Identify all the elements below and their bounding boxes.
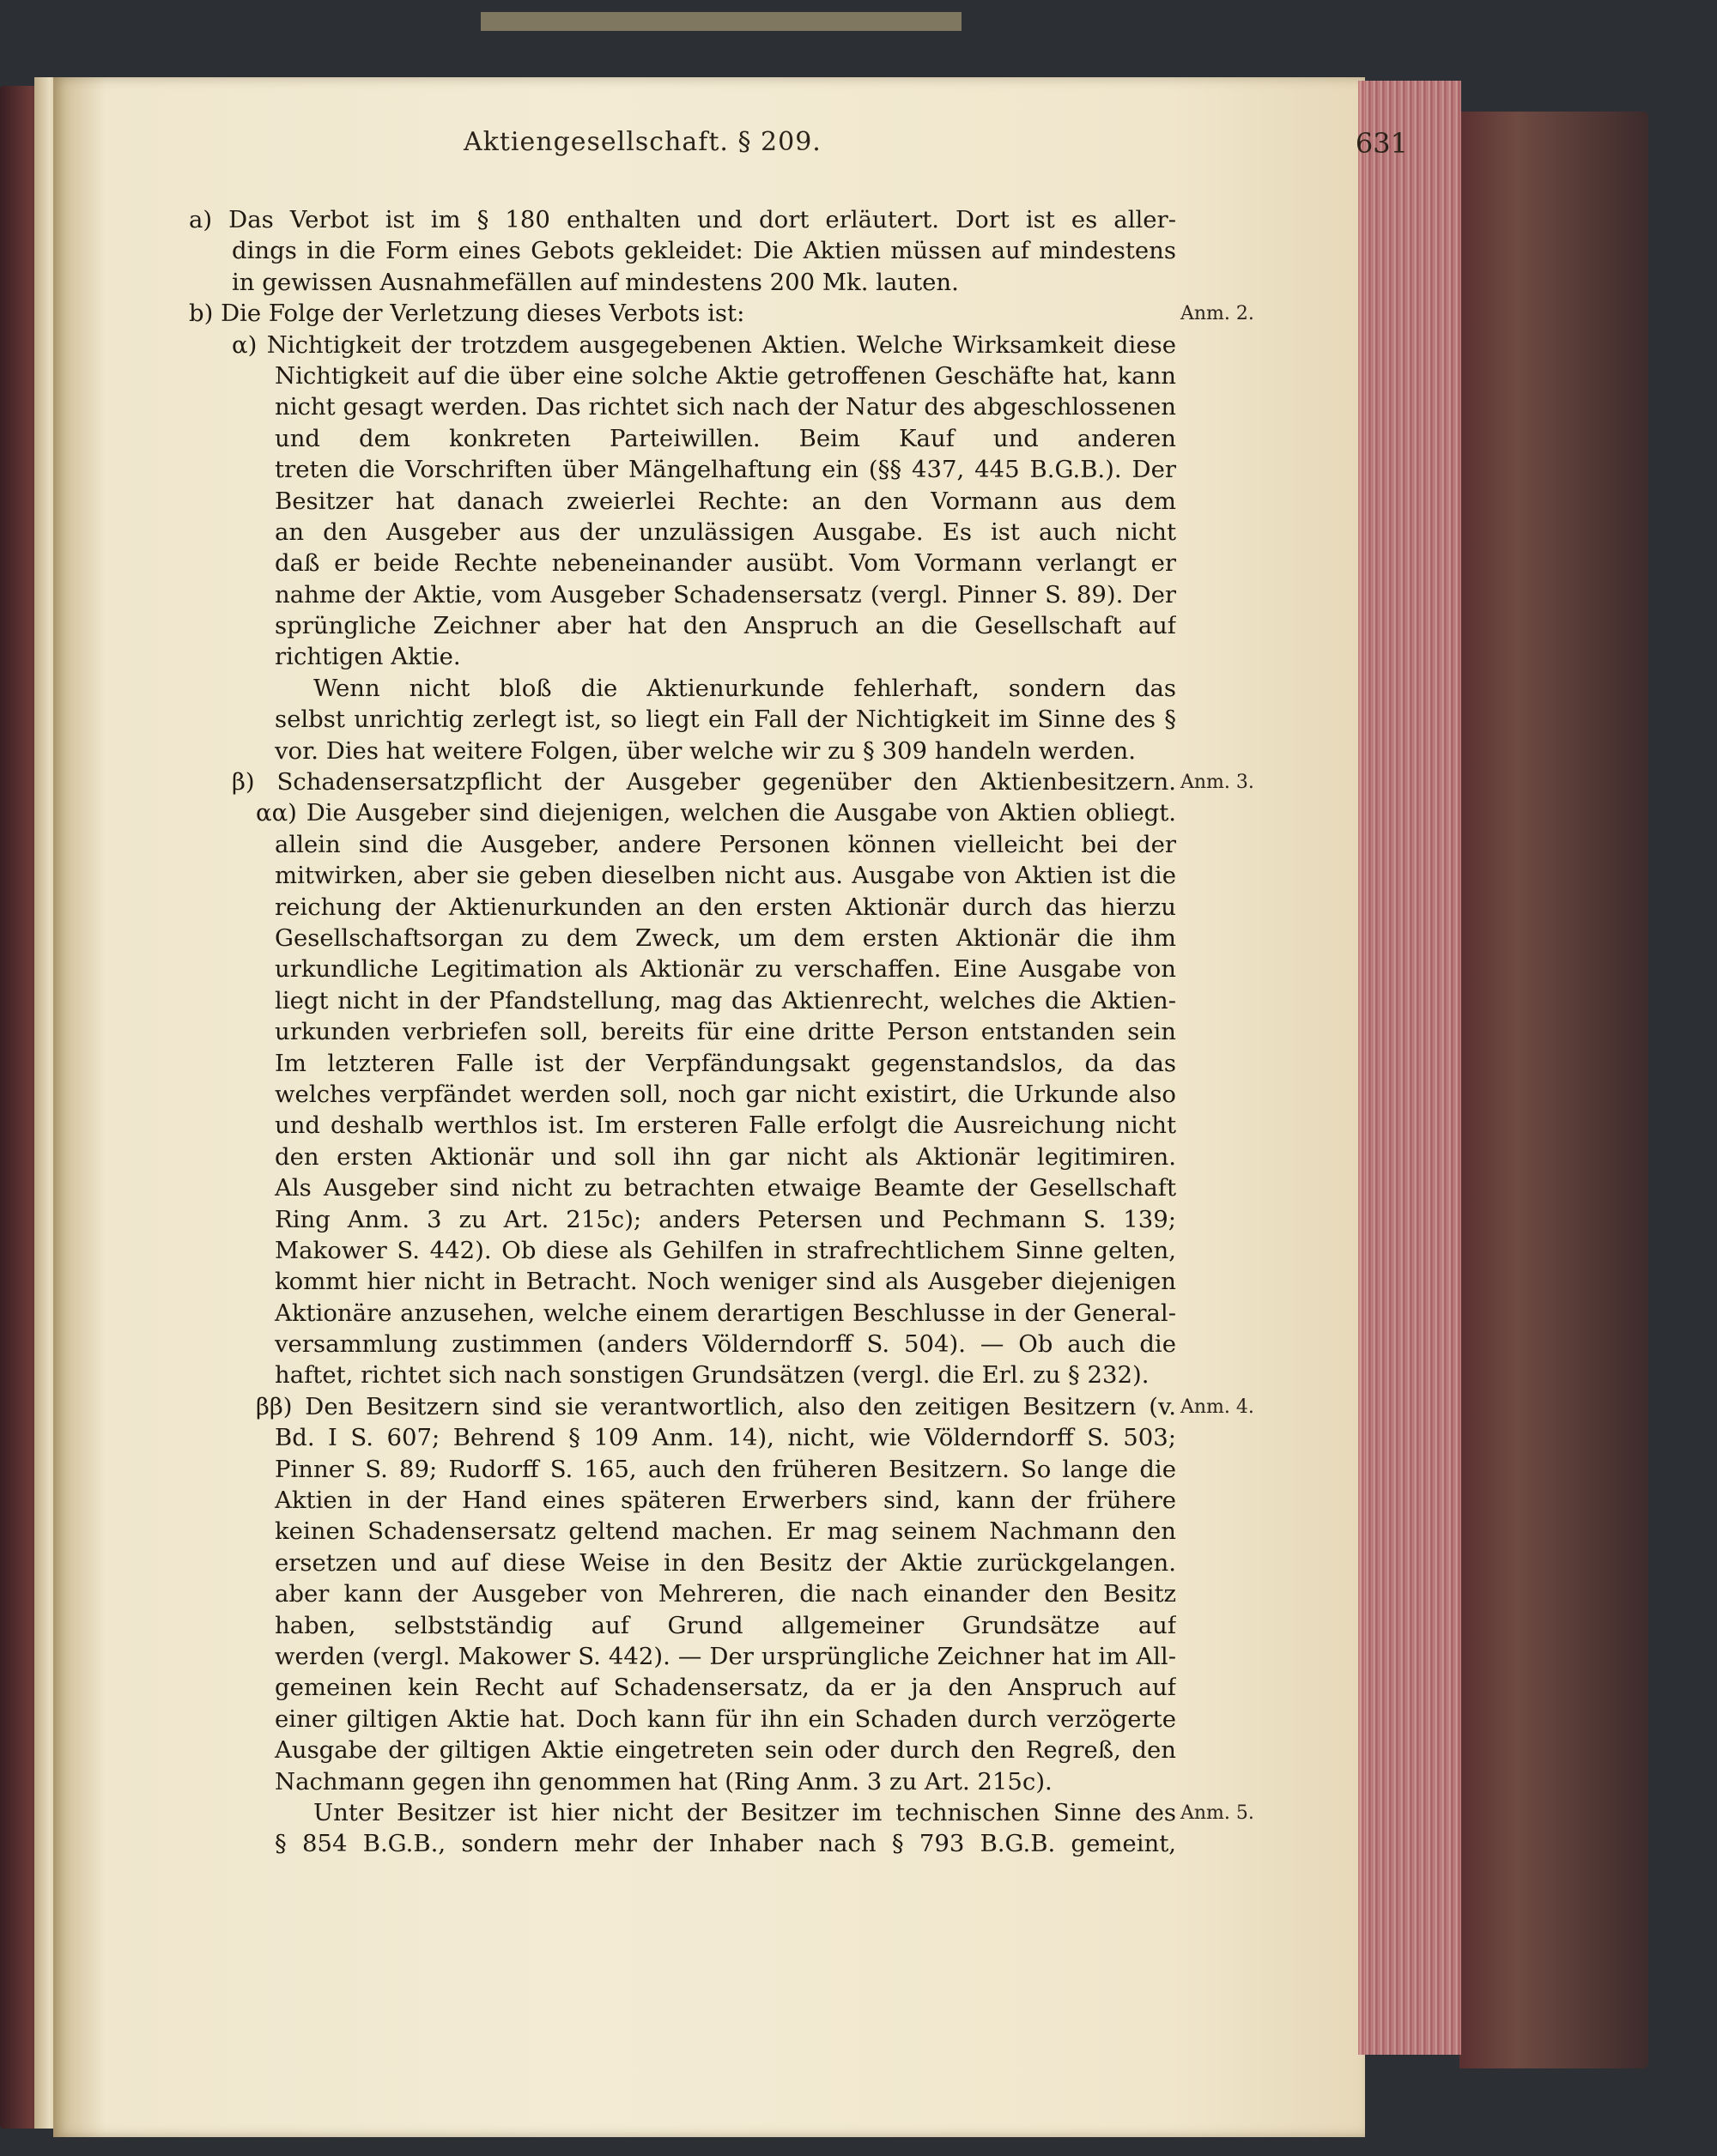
text-line: den ersten Aktionär und soll ihn gar nicht als Aktionär legitimiren. [275,1142,1176,1171]
page-number: 631 [1355,127,1408,160]
text-line: Aktionäre anzusehen, welche einem derartigen Beschlusse in der General- [275,1299,1176,1327]
text-line: Wenn nicht bloß die Aktienurkunde fehlerhaft, sondern das [313,674,1176,702]
margin-note: Anm. 5. [1180,1802,1254,1825]
text-line: versammlung zustimmen (anders Völderndorff S. 504). — Ob auch die [275,1330,1176,1359]
text-line: a) Das Verbot ist im § 180 enthalten und dort erläutert. Dort ist es aller- [189,206,1176,233]
text-line: daß er beide Rechte nebeneinander ausübt. Vom Vormann verlangt er [275,549,1176,578]
text-line: nahme der Aktie, vom Ausgeber Schadensersatz (vergl. Pinner S. 89). Der [275,580,1176,609]
text-line: Gesellschaftsorgan zu dem Zweck, um dem ersten Aktionär die ihm [275,924,1176,952]
text-line: und deshalb werthlos ist. Im ersteren Falle erfolgt die Ausreichung nicht [275,1111,1176,1140]
text-line: § 854 B.G.B., sondern mehr der Inhaber nach § 793 B.G.B. gemeint, [275,1830,1176,1858]
text-line: mitwirken, aber sie geben dieselben nicht aus. Ausgabe von Aktien ist die [275,862,1176,890]
text-line: Bd. I S. 607; Behrend § 109 Anm. 14), nicht, wie Völderndorff S. 503; [275,1424,1176,1452]
text-line: und dem konkreten Parteiwillen. Beim Kauf und anderen [275,424,1176,452]
text-line: Pinner S. 89; Rudorff S. 165, auch den früheren Besitzern. So lange die [275,1455,1176,1483]
text-line: welches verpfändet werden soll, noch gar nicht existirt, die Urkunde also [275,1080,1176,1108]
text-line: reichung der Aktienurkunden an den ersten Aktionär durch das hierzu [275,893,1176,921]
header-title: Aktiengesellschaft. § 209. [464,127,822,157]
text-line: Nichtigkeit auf die über eine solche Aktie getroffenen Geschäfte hat, kann [275,361,1176,390]
text-line: Aktien in der Hand eines späteren Erwerbers sind, kann der frühere [275,1487,1176,1515]
page-edges [1355,81,1461,2055]
margin-note: Anm. 3. [1180,772,1254,794]
text-line: haftet, richtet sich nach sonstigen Grundsätzen (vergl. die Erl. zu § 232). [275,1361,1150,1390]
text-line: urkunden verbriefen soll, bereits für eine dritte Person entstanden sein [275,1018,1176,1046]
text-line: αα) Die Ausgeber sind diejenigen, welchen die Ausgabe von Aktien obliegt. [256,799,1176,827]
text-line: Als Ausgeber sind nicht zu betrachten etwaige Beamte der Gesellschaft [275,1174,1176,1202]
text-line: Nachmann gegen ihn genommen hat (Ring Anm. 3 zu Art. 215c). [275,1767,1053,1796]
margin-note: Anm. 4. [1180,1396,1254,1419]
text-line: selbst unrichtig zerlegt ist, so liegt ein Fall der Nichtigkeit im Sinne des § [275,706,1176,734]
text-line: vor. Dies hat weitere Folgen, über welche wir zu § 309 handeln werden. [275,736,1136,765]
text-line: ersetzen und auf diese Weise in den Besitz der Aktie zurückgelangen. [275,1548,1176,1577]
text-line: kommt hier nicht in Betracht. Noch weniger sind als Ausgeber diejenigen [275,1268,1176,1296]
text-line: richtigen Aktie. [275,643,461,671]
text-line: Im letzteren Falle ist der Verpfändungsakt gegenstandslos, da das [275,1049,1176,1077]
text-line: ββ) Den Besitzern sind sie verantwortlich, also den zeitigen Besitzern (v. [256,1392,1176,1420]
text-line: werden (vergl. Makower S. 442). — Der ursprüngliche Zeichner hat im All- [275,1642,1176,1670]
right-cover [1459,112,1648,2068]
text-line: Unter Besitzer ist hier nicht der Besitzer im technischen Sinne des [313,1798,1176,1826]
text-line: einer giltigen Aktie hat. Doch kann für ihn ein Schaden durch verzögerte [275,1705,1176,1733]
bookmark-strip [481,12,962,31]
margin-note: Anm. 2. [1180,303,1254,325]
text-line: treten die Vorschriften über Mängelhaftung ein (§§ 437, 445 B.G.B.). Der [275,456,1176,484]
text-line: Besitzer hat danach zweierlei Rechte: an den Vormann aus dem [275,487,1176,515]
text-line: β) Schadensersatzpflicht der Ausgeber gegenüber den Aktienbesitzern. [232,768,1176,796]
text-line: an den Ausgeber aus der unzulässigen Ausgabe. Es ist auch nicht [275,518,1176,546]
text-line: keinen Schadensersatz geltend machen. Er mag seinem Nachmann den [275,1517,1176,1546]
text-line: haben, selbstständig auf Grund allgemeiner Grundsätze auf [275,1611,1176,1639]
text-line: Ausgabe der giltigen Aktie eingetreten sein oder durch den Regreß, den [275,1736,1176,1765]
text-line: α) Nichtigkeit der trotzdem ausgegebenen Aktien. Welche Wirksamkeit diese [232,330,1176,359]
text-line: liegt nicht in der Pfandstellung, mag das Aktienrecht, welches die Aktien- [275,986,1176,1014]
text-line: Ring Anm. 3 zu Art. 215c); anders Petersen und Pechmann S. 139; [275,1205,1176,1233]
text-line: sprüngliche Zeichner aber hat den Anspruch an die Gesellschaft auf [275,612,1176,640]
text-line: Makower S. 442). Ob diese als Gehilfen in strafrechtlichem Sinne gelten, [275,1236,1176,1264]
text-line: aber kann der Ausgeber von Mehreren, die nach einander den Besitz [275,1580,1176,1608]
text-line: nicht gesagt werden. Das richtet sich nach der Natur des abgeschlossenen [275,393,1176,421]
body-text [189,204,1176,1860]
text-line: b) Die Folge der Verletzung dieses Verbots ist: [189,300,745,328]
running-header [464,127,1408,179]
text-line: dings in die Form eines Gebots gekleidet: Die Aktien müssen auf mindestens [232,237,1176,265]
text-line: allein sind die Ausgeber, andere Personen können vielleicht bei der [275,830,1176,858]
text-line: gemeinen kein Recht auf Schadensersatz, da er ja den Anspruch auf [275,1674,1176,1702]
text-line: urkundliche Legitimation als Aktionär zu verschaffen. Eine Ausgabe von [275,955,1176,984]
text-line: in gewissen Ausnahmefällen auf mindestens 200 Mk. lauten. [232,268,959,296]
